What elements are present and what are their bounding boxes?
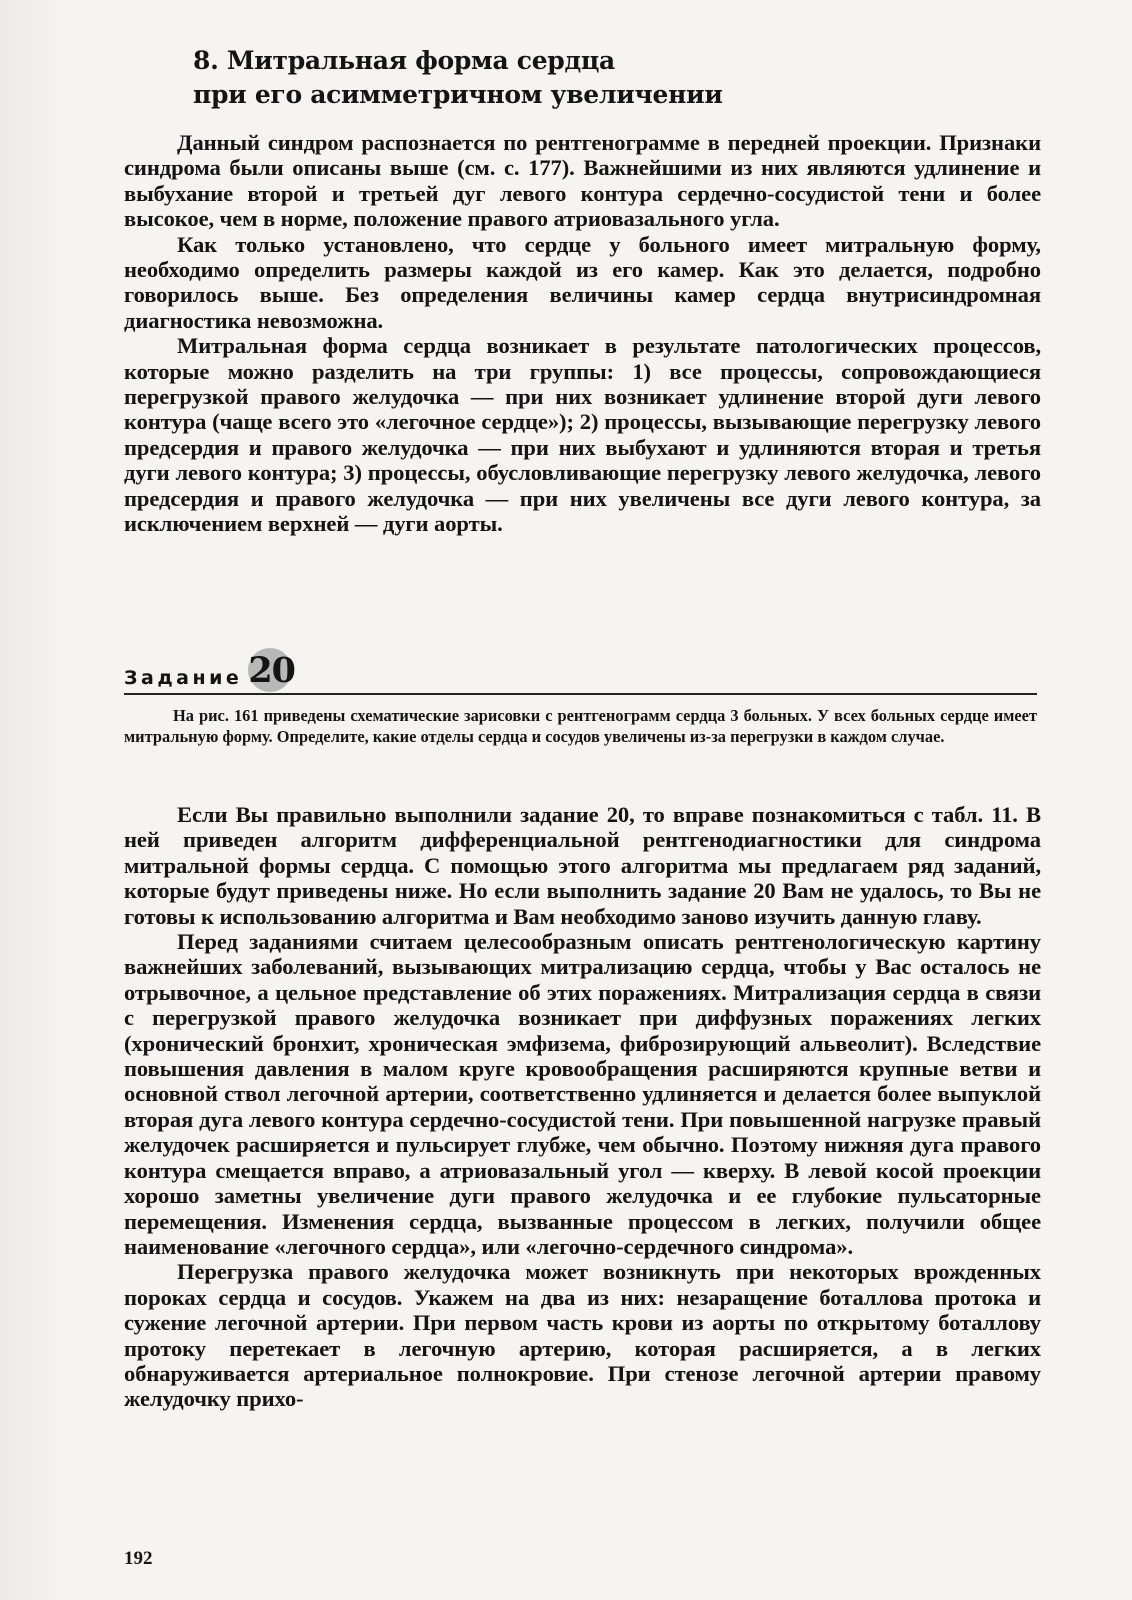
page-edge-shadow [0,0,70,1600]
task-number-badge [248,648,294,694]
task-label: Задание [124,667,243,689]
task-number: 20 [248,650,296,691]
section-number: 8. [193,46,219,75]
section-title-line-2: при его асимметричном увеличении [193,80,723,109]
task-text: На рис. 161 приведены схематические зарисовки с рентгенограмм сердца 3 больных. У всех больных сердце имеет митральную форму. Определите, какие отделы сердца и сосудов увеличены из-за перегрузки в каждом случае. [124,706,1037,747]
followup-paragraph-3: Перегрузка правого желудочка может возникнуть при некоторых врожденных пороках сердца и сосудов. Укажем на два из них: незаращение боталлова протока и сужение легочной артерии. При первом часть крови из аорты по открытому боталлову протоку перетекает в легочную артерию, которая расширяется, а в легких обнаруживается артериальное полнокровие. При стенозе легочной артерии правому желудочку прихо- [124,1259,1041,1412]
section-title-line-1: Митральная форма сердца [226,46,615,75]
intro-paragraph-1: Данный синдром распознается по рентгенограмме в передней проекции. Признаки синдрома были описаны выше (см. с. 177). Важнейшими из них являются удлинение и выбухание второй и третьей дуг левого контура сердечно-сосудистой тени и более высокое, чем в норме, положение правого атриовазального угла. [124,130,1041,232]
followup-text [124,802,1041,1412]
task-divider [124,693,1037,695]
followup-paragraph-2: Перед заданиями считаем целесообразным описать рентгенологическую картину важнейших заболеваний, вызывающих митрализацию сердца, чтобы у Вас осталось не отрывочное, а цельное представление об этих поражениях. Митрализация сердца в связи с перегрузкой правого желудочка возникает при диффузных поражениях легких (хронический бронхит, хроническая эмфизема, фиброзирующий альвеолит). Вследствие повышения давления в малом круге кровообращения расширяются крупные ветви и основной ствол легочной артерии, соответственно удлиняется и делается более выпуклой вторая дуга левого контура сердечно-сосудистой тени. При повышенной нагрузке правый желудочек расширяется и пульсирует глубже, чем обычно. Поэтому нижняя дуга правого контура смещается вправо, а атриовазальный угол — кверху. В левой косой проекции хорошо заметны увеличение дуги правого желудочка и ее глубокие пульсаторные перемещения. Изменения сердца, вызванные процессом в легких, получили общее наименование «легочного сердца», или «легочно-сердечного синдрома». [124,929,1041,1259]
intro-paragraph-3: Митральная форма сердца возникает в результате патологических процессов, которые можно разделить на три группы: 1) все процессы, сопровождающиеся перегрузкой правого желудочка — при них возникает удлинение второй дуги левого контура (чаще всего это «легочное сердце»); 2) процессы, вызывающие перегрузку левого предсердия и правого желудочка — при них выбухают и удлиняются вторая и третья дуги левого контура; 3) процессы, обусловливающие перегрузку левого желудочка, левого предсердия и правого желудочка — при них увеличены все дуги левого контура, за исключением верхней — дуги аорты. [124,333,1041,537]
section-heading-line-1 [193,44,993,78]
section-heading [193,44,993,112]
followup-paragraph-1: Если Вы правильно выполнили задание 20, то вправе познакомиться с табл. 11. В ней приведен алгоритм дифференциальной рентгенодиагностики для синдрома митральной формы сердца. С помощью этого алгоритма мы предлагаем ряд заданий, которые будут приведены ниже. Но если выполнить задание 20 Вам не удалось, то Вы не готовы к использованию алгоритма и Вам необходимо заново изучить данную главу. [124,802,1041,929]
task-heading [124,648,524,692]
page-number: 192 [124,1548,153,1569]
intro-paragraph-2: Как только установлено, что сердце у больного имеет митральную форму, необходимо определить размеры каждой из его камер. Как это делается, подробно говорилось выше. Без определения величины камер сердца внутрисиндромная диагностика невозможна. [124,231,1041,333]
intro-text [124,130,1041,537]
